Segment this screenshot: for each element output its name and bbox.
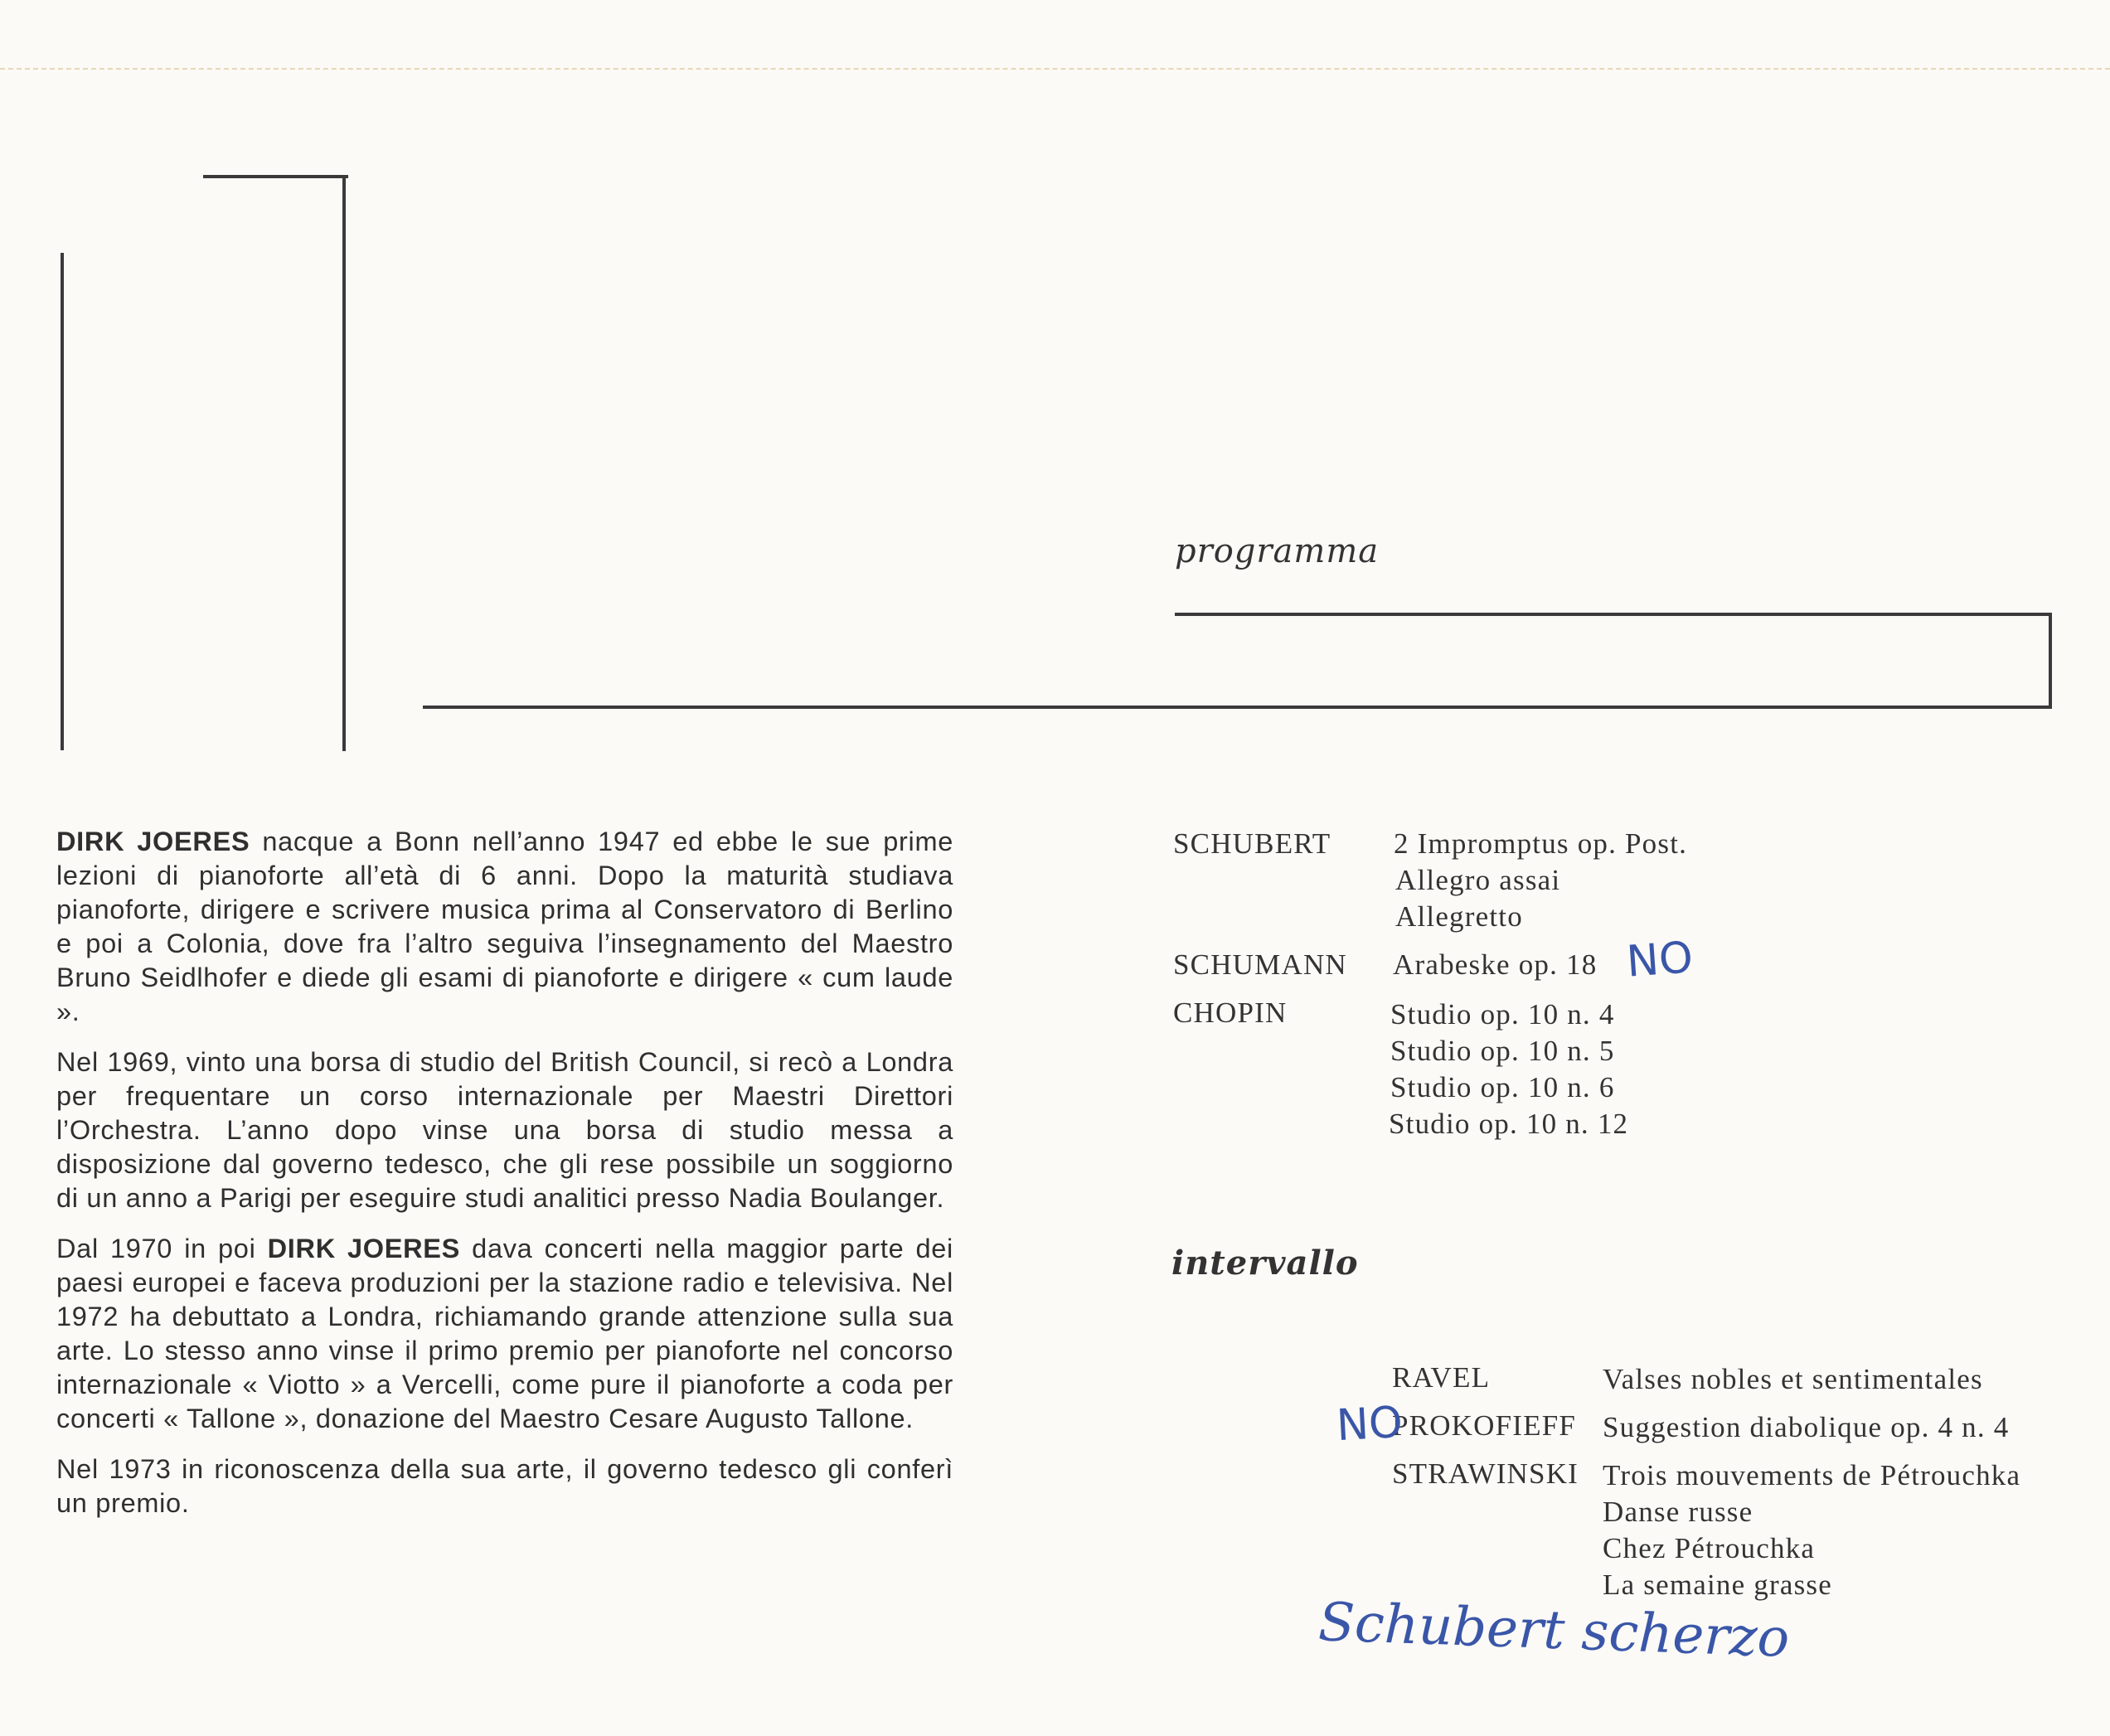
work-chopin-4: Studio op. 10 n. 12 bbox=[1389, 1108, 1629, 1140]
handwritten-no-schumann: NO bbox=[1625, 933, 1695, 987]
work-chopin-1: Studio op. 10 n. 4 bbox=[1390, 998, 1615, 1030]
bio-paragraph-4: Nel 1973 in riconoscenza della sua arte, il governo tedesco gli conferì un premio. bbox=[56, 1454, 953, 1518]
work-strawinski-3: Chez Pétrouchka bbox=[1603, 1532, 1816, 1564]
frame-line-programma-underline bbox=[1175, 613, 2052, 616]
bio-text: Dal 1970 in poi bbox=[56, 1234, 268, 1263]
bio-text: dava concerti nella maggior parte dei paesi europei e faceva produzioni per la stazione radio e televisiva. Nel 1972 ha debuttato a Londra, richiamando grande attenzione sulla sua arte. Lo stesso anno vinse il primo premio per pianoforte nel concorso internazionale « Viotto » a Vercelli, come pure il pianoforte a coda per concerti « Tallone », donazione del Maestro Cesare Augusto Tallone. bbox=[56, 1234, 953, 1433]
work-schubert-3: Allegretto bbox=[1395, 900, 1523, 933]
composer-schubert: SCHUBERT bbox=[1173, 827, 1331, 860]
top-dashed-edge bbox=[0, 68, 2110, 70]
bio-name: DIRK JOERES bbox=[267, 1234, 461, 1263]
work-chopin-3: Studio op. 10 n. 6 bbox=[1390, 1071, 1615, 1103]
work-strawinski-4: La semaine grasse bbox=[1603, 1569, 1832, 1601]
handwritten-no-prokofieff: NO bbox=[1335, 1397, 1404, 1452]
work-chopin-2: Studio op. 10 n. 5 bbox=[1390, 1035, 1615, 1067]
bio-paragraph-2: Nel 1969, vinto una borsa di studio del British Council, si recò a Londra per frequentare un corso internazionale per Maestri Direttori l’Orchestra. L’anno dopo vinse una borsa di studio messa a disposizione dal governo tedesco, che gli rese possibile un soggiorno di un anno a Parigi per eseguire studi analitici presso Nadia Boulanger. bbox=[56, 1047, 953, 1213]
work-schubert-2: Allegro assai bbox=[1395, 864, 1561, 896]
composer-schumann: SCHUMANN bbox=[1173, 948, 1347, 981]
bio-name: DIRK JOERES bbox=[56, 827, 250, 856]
work-strawinski-1: Trois mouvements de Pétrouchka bbox=[1603, 1459, 2021, 1491]
work-schubert-1: 2 Impromptus op. Post. bbox=[1394, 827, 1688, 860]
frame-line-vertical-left bbox=[61, 253, 64, 750]
frame-line-bottom-long bbox=[423, 706, 2052, 709]
work-schumann-1: Arabeske op. 18 bbox=[1393, 948, 1598, 981]
frame-line-top-short bbox=[203, 175, 348, 178]
handwritten-note: Schubert scherzo bbox=[1317, 1592, 1791, 1670]
bio-paragraph-1 bbox=[56, 825, 953, 1029]
programma-heading: programma bbox=[1175, 532, 1380, 570]
intervallo-heading: intervallo bbox=[1171, 1244, 1359, 1283]
work-strawinski-2: Danse russe bbox=[1603, 1496, 1753, 1528]
composer-strawinski: STRAWINSKI bbox=[1392, 1457, 1579, 1490]
frame-line-right-vertical bbox=[2049, 614, 2052, 709]
composer-prokofieff: PROKOFIEFF bbox=[1392, 1409, 1577, 1442]
biography-text bbox=[56, 825, 953, 1537]
work-ravel-1: Valses nobles et sentimentales bbox=[1603, 1363, 1983, 1395]
composer-ravel: RAVEL bbox=[1392, 1361, 1491, 1394]
bio-paragraph-3 bbox=[56, 1232, 953, 1436]
composer-chopin: CHOPIN bbox=[1173, 997, 1288, 1029]
bio-text: nacque a Bonn nell’anno 1947 ed ebbe le sue prime lezioni di pianoforte all’età di 6 anni. Dopo la maturità studiava pianoforte, dirigere e scrivere musica prima al Conservatoro di Berlino e poi a Colonia, dove fra l’altro seguiva l’insegnamento del Maestro Bruno Seidlhofer e diede gli esami di pianoforte e dirigere « cum laude ». bbox=[56, 827, 953, 1026]
frame-line-vertical-right bbox=[342, 175, 346, 751]
work-prokofieff-1: Suggestion diabolique op. 4 n. 4 bbox=[1603, 1411, 2010, 1443]
